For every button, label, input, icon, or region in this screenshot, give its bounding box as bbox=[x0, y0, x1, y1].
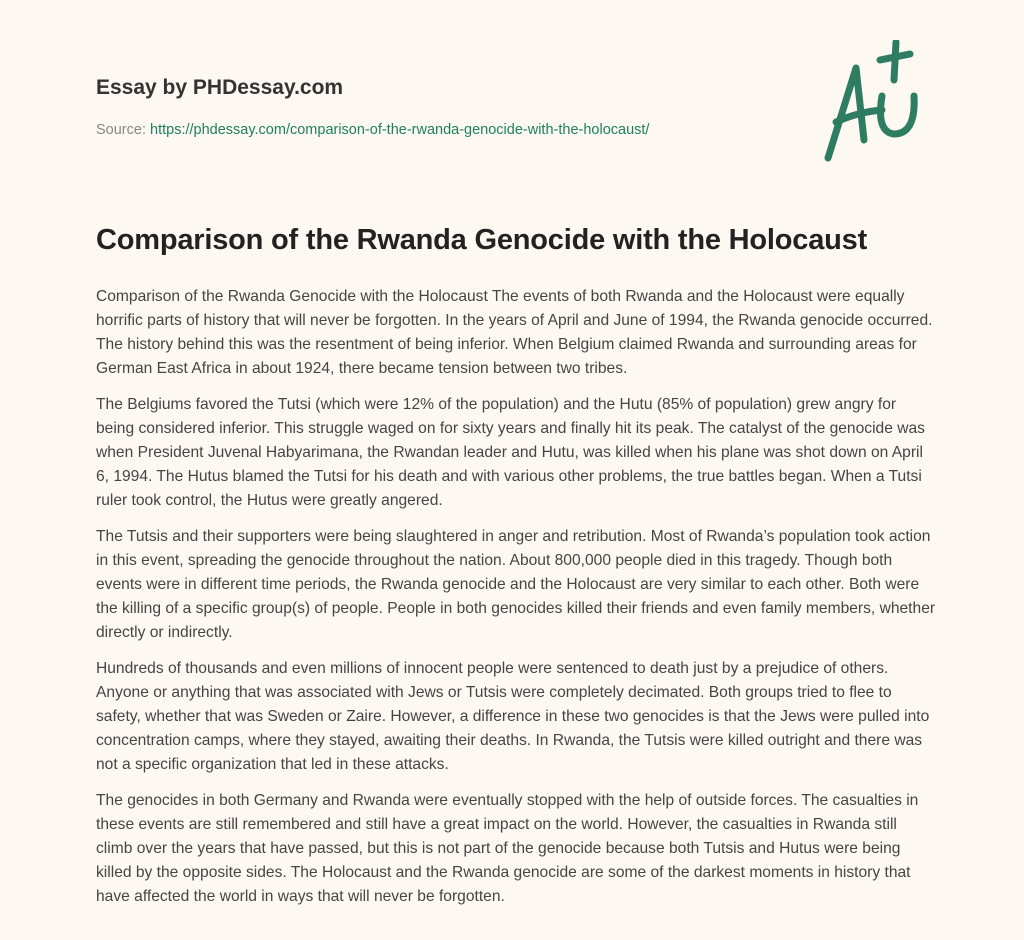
paragraph: The genocides in both Germany and Rwanda were eventually stopped with the help of outside forces. The casualties in these events are still remembered and still have a great impact on the world. However, the casualties in Rwanda still climb over the years that have passed, but this is not part of the genocide because both Tutsis and Hutus were being killed by the opposite sides. The Holocaust and the Rwanda genocide are some of the darkest moments in history that have affected the world in ways that will never be forgotten. bbox=[96, 792, 919, 905]
article-body bbox=[96, 285, 936, 921]
paragraph: Hundreds of thousands and even millions of innocent people were sentenced to death just by a prejudice of others. Anyone or anything that was associated with Jews or Tutsis were completely decimated. Both groups tried to flee to safety, whether that was Sweden or Zaire. However, a difference in these two genocides is that the Jews were pulled into concentration camps, where they stayed, awaiting their deaths. In Rwanda, the Tutsis were killed outright and there was not a specific organization that led in these attacks. bbox=[96, 660, 930, 773]
paragraph: Comparison of the Rwanda Genocide with the Holocaust The events of both Rwanda and the Holocaust were equally horrific parts of history that will never be forgotten. In the years of April and June of 1994, the Rwanda genocide occurred. The history behind this was the resentment of being inferior. When Belgium claimed Rwanda and surrounding areas for German East Africa in about 1924, there became tension between two tribes. bbox=[96, 288, 933, 377]
a-plus-logo-icon bbox=[818, 40, 928, 165]
paragraph: The Belgiums favored the Tutsi (which were 12% of the population) and the Hutu (85% of population) grew angry for being considered inferior. This struggle waged on for sixty years and finally hit its peak. The catalyst of the genocide was when President Juvenal Habyarimana, the Rwandan leader and Hutu, was killed when his plane was shot down on April 6, 1994. The Hutus blamed the Tutsi for his death and with various other problems, the true battles began. When a Tutsi ruler took control, the Hutus were greatly angered. bbox=[96, 396, 925, 509]
source-link[interactable]: https://phdessay.com/comparison-of-the-rwanda-genocide-with-the-holocaust/ bbox=[150, 122, 650, 138]
site-title: Essay by PHDessay.com bbox=[96, 76, 344, 99]
article-title: Comparison of the Rwanda Genocide with the Holocaust bbox=[96, 224, 868, 256]
source-line bbox=[96, 122, 649, 138]
source-label: Source: bbox=[96, 122, 146, 138]
paragraph: The Tutsis and their supporters were being slaughtered in anger and retribution. Most of Rwanda’s population took action in this event, spreading the genocide throughout the nation. About 800,000 people died in this tragedy. Though both events were in different time periods, the Rwanda genocide and the Holocaust are very similar to each other. Both were the killing of a specific group(s) of people. People in both genocides killed their friends and even family members, whether directly or indirectly. bbox=[96, 528, 936, 641]
